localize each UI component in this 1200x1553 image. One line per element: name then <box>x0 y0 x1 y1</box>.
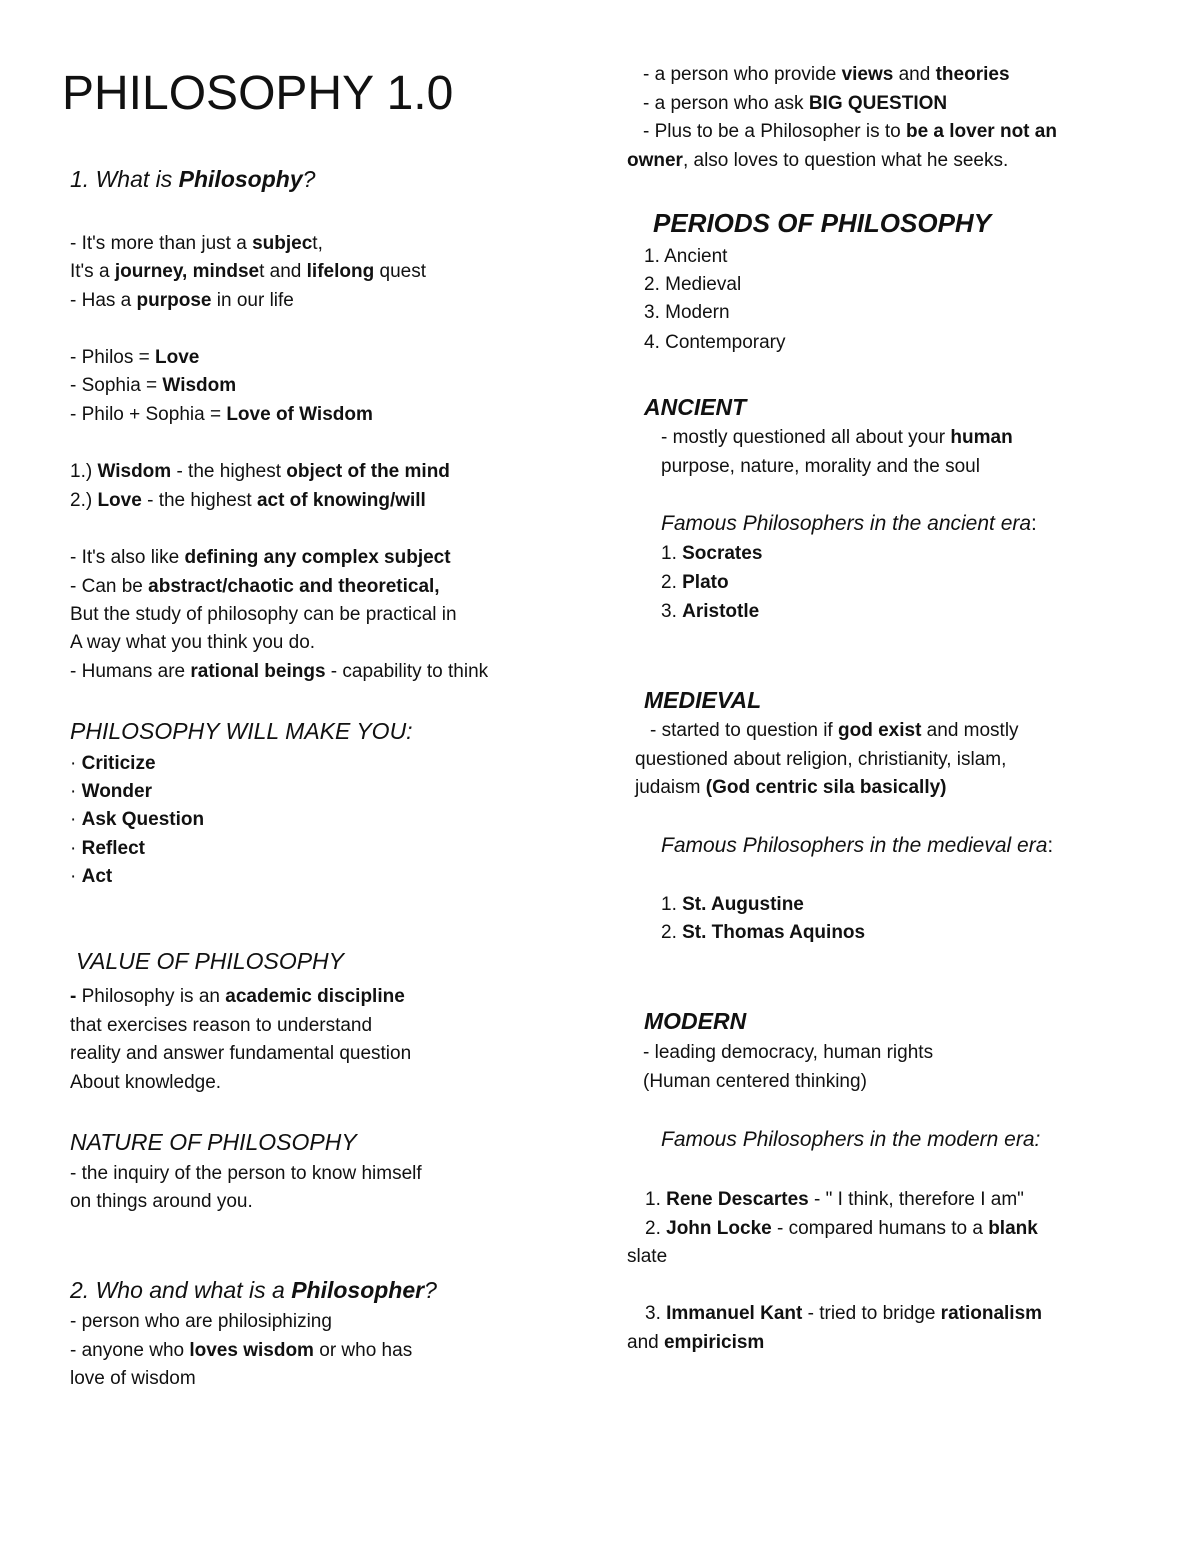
text-line: A way what you think you do. <box>70 632 316 653</box>
text-line: and empiricism <box>627 1332 765 1353</box>
text-line: - anyone who loves wisdom or who has <box>70 1340 413 1361</box>
text-line: - a person who provide views and theories <box>643 64 1010 85</box>
text-line: slate <box>627 1246 668 1267</box>
list-item: 1. Socrates <box>661 543 763 564</box>
section-heading-philosopher: 2. Who and what is a Philosopher? <box>70 1277 437 1303</box>
list-item: 3. Aristotle <box>661 601 760 622</box>
list-item: 2. Plato <box>661 572 729 593</box>
section-heading-ancient: ANCIENT <box>644 394 747 420</box>
list-item: · Ask Question <box>70 809 205 830</box>
text-line: love of wisdom <box>70 1368 196 1389</box>
text-line: reality and answer fundamental question <box>70 1043 412 1064</box>
text-line: 1.) Wisdom - the highest object of the mind <box>70 461 450 482</box>
text-line: owner, also loves to question what he seeks. <box>627 150 1009 171</box>
text-line: - Humans are rational beings - capability to think <box>70 661 489 682</box>
text-line: - leading democracy, human rights <box>643 1042 934 1063</box>
text-line: - person who are philosiphizing <box>70 1311 332 1332</box>
text-line: purpose, nature, morality and the soul <box>661 456 980 477</box>
list-item: 4. Contemporary <box>644 332 786 353</box>
section-heading-will-make-you: PHILOSOPHY WILL MAKE YOU: <box>70 718 413 744</box>
page-title: PHILOSOPHY 1.0 <box>62 67 454 120</box>
text-line: It's a journey, mindset and lifelong quest <box>70 261 426 282</box>
text-line: - It's also like defining any complex subject <box>70 547 451 568</box>
text-line: About knowledge. <box>70 1072 222 1093</box>
list-item: 3. Modern <box>644 302 730 323</box>
list-item: 2. St. Thomas Aquinos <box>661 922 866 943</box>
text-line: judaism (God centric sila basically) <box>635 777 947 798</box>
text-line: - mostly questioned all about your human <box>661 427 1013 448</box>
text-line: - the inquiry of the person to know himself <box>70 1163 422 1184</box>
text-line: Famous Philosophers in the medieval era: <box>661 834 1054 857</box>
text-line: that exercises reason to understand <box>70 1015 373 1036</box>
text-line: Famous Philosophers in the ancient era: <box>661 512 1037 535</box>
list-item: 1. Rene Descartes - " I think, therefore I am" <box>645 1189 1024 1210</box>
text-line: - Sophia = Wisdom <box>70 375 237 396</box>
text-line: - Can be abstract/chaotic and theoretical, <box>70 576 440 597</box>
list-item: 1. St. Augustine <box>661 894 804 915</box>
section-heading-periods: PERIODS OF PHILOSOPHY <box>653 208 992 238</box>
text-line: 2.) Love - the highest act of knowing/will <box>70 490 426 511</box>
list-item: · Reflect <box>70 838 145 859</box>
list-item: 1. Ancient <box>644 246 728 267</box>
text-line: - It's more than just a subject, <box>70 233 323 254</box>
text-line: - Philo + Sophia = Love of Wisdom <box>70 404 373 425</box>
list-item: 3. Immanuel Kant - tried to bridge rationalism <box>645 1303 1043 1324</box>
text-line: - started to question if god exist and mostly <box>650 720 1019 741</box>
text-line: - Plus to be a Philosopher is to be a lover not an <box>643 121 1057 142</box>
list-item: · Criticize <box>70 753 156 774</box>
text-line: Famous Philosophers in the modern era: <box>661 1128 1041 1151</box>
text-line: But the study of philosophy can be practical in <box>70 604 457 625</box>
section-heading-modern: MODERN <box>644 1008 747 1034</box>
section-heading-medieval: MEDIEVAL <box>644 687 762 713</box>
text-line: - Philos = Love <box>70 347 200 368</box>
text-line: - Philosophy is an academic discipline <box>70 986 405 1007</box>
text-line: on things around you. <box>70 1191 253 1212</box>
list-item: 2. Medieval <box>644 274 742 295</box>
list-item: 2. John Locke - compared humans to a blank <box>645 1218 1038 1239</box>
text-line: (Human centered thinking) <box>643 1071 867 1092</box>
section-heading-what-is-philosophy: 1. What is Philosophy? <box>70 166 316 192</box>
text-line: - Has a purpose in our life <box>70 290 294 311</box>
text-line: questioned about religion, christianity, islam, <box>635 749 1007 770</box>
list-item: · Act <box>70 866 113 887</box>
list-item: · Wonder <box>70 781 152 802</box>
section-heading-value: VALUE OF PHILOSOPHY <box>76 948 345 974</box>
text-line: - a person who ask BIG QUESTION <box>643 93 948 114</box>
section-heading-nature: NATURE OF PHILOSOPHY <box>70 1129 357 1155</box>
